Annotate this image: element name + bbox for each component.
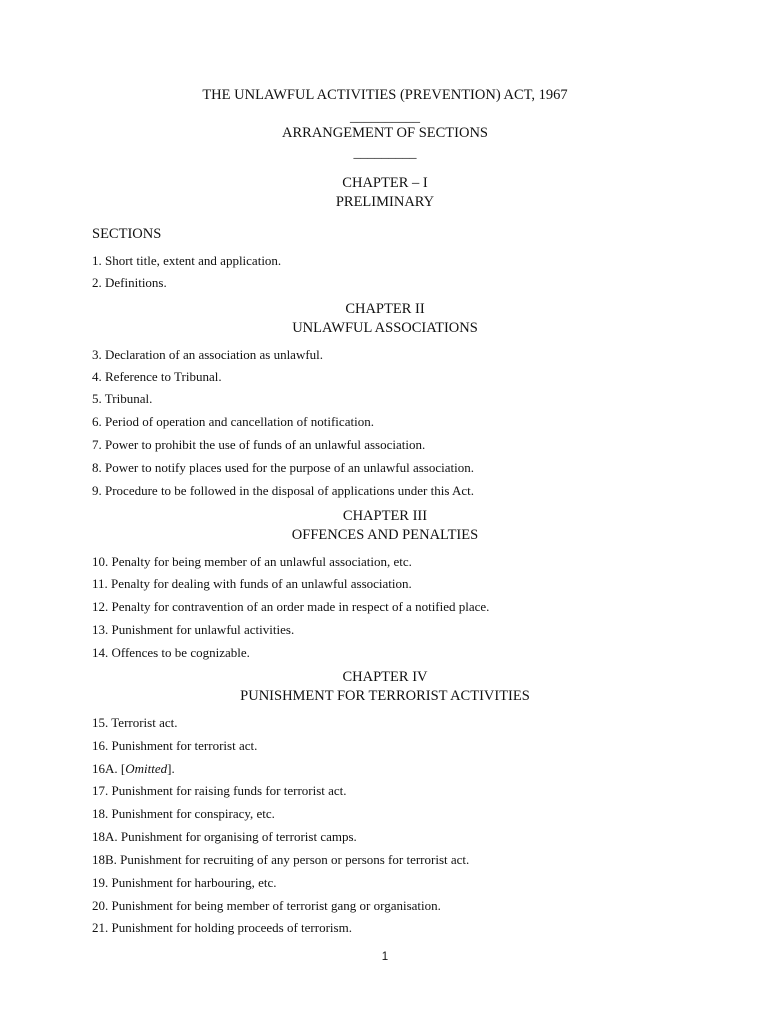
section-item: 20. Punishment for being member of terrorist gang or organisation. <box>92 898 441 913</box>
section-item: 7. Power to prohibit the use of funds of an unlawful association. <box>92 437 426 452</box>
section-16a-prefix: 16A. [ <box>92 761 126 776</box>
chapter-3-name: OFFENCES AND PENALTIES <box>291 527 479 543</box>
section-item: 5. Tribunal. <box>92 391 153 406</box>
section-item: 12. Penalty for contravention of an order made in respect of a notified place. <box>92 599 490 614</box>
section-item: 1. Short title, extent and application. <box>92 253 282 268</box>
chapter-4-number: CHAPTER IV <box>342 669 428 685</box>
section-item: 14. Offences to be cognizable. <box>92 645 250 660</box>
section-item: 16. Punishment for terrorist act. <box>92 738 258 753</box>
section-item: 4. Reference to Tribunal. <box>92 369 222 384</box>
chapter-2-number: CHAPTER II <box>345 301 425 317</box>
chapter-3-number: CHAPTER III <box>342 508 428 524</box>
section-item: 17. Punishment for raising funds for terrorist act. <box>92 783 347 798</box>
section-item: 2. Definitions. <box>92 275 167 290</box>
section-item: 19. Punishment for harbouring, etc. <box>92 875 277 890</box>
section-16a-suffix: ]. <box>167 761 175 776</box>
arrangement-underline: _________ <box>353 146 417 161</box>
chapter-1-name: PRELIMINARY <box>335 194 435 210</box>
section-item: 3. Declaration of an association as unlawful. <box>92 347 324 362</box>
arrangement-heading: ARRANGEMENT OF SECTIONS <box>282 125 488 141</box>
chapter-1-number: CHAPTER – I <box>342 175 428 191</box>
section-item: 13. Punishment for unlawful activities. <box>92 622 295 637</box>
section-item <box>92 761 175 777</box>
section-item: 8. Power to notify places used for the purpose of an unlawful association. <box>92 460 474 475</box>
section-item: 10. Penalty for being member of an unlawful association, etc. <box>92 554 412 569</box>
section-item: 21. Punishment for holding proceeds of terrorism. <box>92 920 352 935</box>
section-item: 18. Punishment for conspiracy, etc. <box>92 806 275 821</box>
section-item: 6. Period of operation and cancellation of notification. <box>92 414 374 429</box>
section-item: 18B. Punishment for recruiting of any person or persons for terrorist act. <box>92 852 470 867</box>
chapter-4-name: PUNISHMENT FOR TERRORIST ACTIVITIES <box>240 688 530 704</box>
sections-heading: SECTIONS <box>92 226 162 242</box>
section-item: 9. Procedure to be followed in the disposal of applications under this Act. <box>92 483 474 498</box>
section-item: 11. Penalty for dealing with funds of an unlawful association. <box>92 576 412 591</box>
act-title: THE UNLAWFUL ACTIVITIES (PREVENTION) ACT, 1967 <box>202 87 568 103</box>
page-number: 1 <box>381 951 389 963</box>
title-underline: __________ <box>350 110 420 125</box>
section-item: 15. Terrorist act. <box>92 715 178 730</box>
section-item: 18A. Punishment for organising of terrorist camps. <box>92 829 357 844</box>
chapter-2-name: UNLAWFUL ASSOCIATIONS <box>292 320 478 336</box>
omitted-word: Omitted <box>125 761 168 776</box>
